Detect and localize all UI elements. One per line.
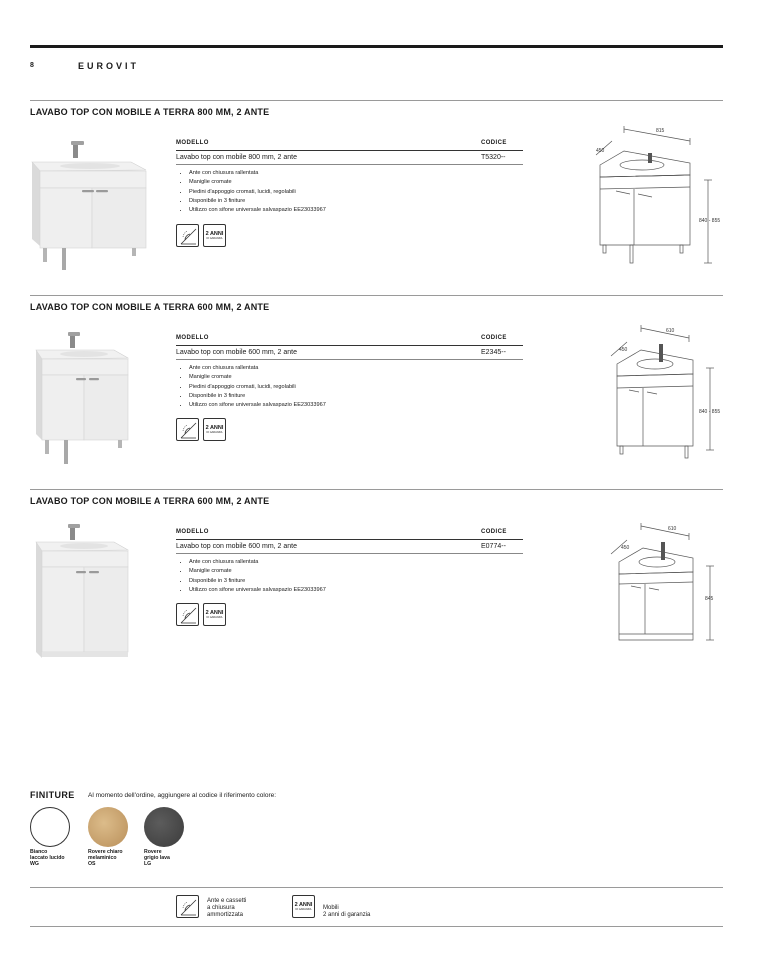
section-title: LAVABO TOP CON MOBILE A TERRA 600 MM, 2 ANTE [30, 496, 270, 506]
section-divider [30, 489, 723, 490]
legend-soft-close-text: Ante e cassetti a chiusura ammortizzata [207, 898, 247, 918]
soft-close-icon [176, 224, 199, 247]
dim-height: 840 - 855 [699, 218, 721, 224]
feature-icons [176, 418, 226, 441]
legend-divider [30, 887, 723, 888]
section-title: LAVABO TOP CON MOBILE A TERRA 800 MM, 2 ANTE [30, 107, 270, 117]
section-divider [30, 100, 723, 101]
spec-table [176, 335, 523, 410]
dim-depth: 450 [621, 545, 630, 551]
technical-drawing [590, 125, 730, 270]
swatch-light-oak[interactable] [88, 807, 128, 847]
dim-width: 610 [666, 328, 675, 334]
column-code-header: CODICE [481, 140, 507, 146]
dim-height: 840 - 855 [699, 409, 721, 415]
swatch-label: Rovere grigio lava LG [144, 849, 170, 868]
product-photo [32, 330, 132, 466]
technical-drawing [605, 320, 730, 460]
feature-item: • Utilizzo con sifone universale salvaspazio EE23033967 [189, 586, 523, 595]
dim-width: 815 [656, 128, 665, 134]
top-rule [30, 45, 723, 48]
finishes-title: FINITURE [30, 790, 75, 800]
soft-close-icon [176, 603, 199, 626]
section-divider [30, 295, 723, 296]
feature-item: • Maniglie cromate [189, 178, 523, 187]
warranty-badge-icon: 2 ANNI DI GARANZIA [203, 418, 226, 441]
model-code: E2345-- [481, 349, 506, 356]
dim-depth: 450 [596, 148, 605, 154]
brand-name: EUROVIT [78, 61, 140, 71]
model-code: T5320-- [481, 154, 506, 161]
feature-item: • Maniglie cromate [189, 373, 523, 382]
swatch-label: Bianco laccato lucido WG [30, 849, 65, 868]
warranty-badge-icon: 2 ANNI DI GARANZIA [292, 895, 315, 918]
product-photo [28, 138, 148, 270]
soft-close-icon [176, 418, 199, 441]
feature-icons [176, 224, 226, 247]
column-model-header: MODELLO [176, 140, 209, 146]
legend-divider-bottom [30, 926, 723, 927]
model-name: Lavabo top con mobile 800 mm, 2 ante [176, 154, 298, 161]
column-model-header: MODELLO [176, 529, 209, 535]
warranty-badge-icon: 2 ANNI DI GARANZIA [203, 603, 226, 626]
swatch-lava-grey-oak[interactable] [144, 807, 184, 847]
spec-table [176, 140, 523, 215]
feature-item: • Ante con chiusura rallentata [189, 364, 523, 373]
column-code-header: CODICE [481, 335, 507, 341]
feature-list [176, 364, 523, 410]
feature-item: • Ante con chiusura rallentata [189, 558, 523, 567]
finishes-subtitle: Al momento dell'ordine, aggiungere al codice il riferimento colore: [88, 792, 277, 799]
swatch-label: Rovere chiaro melaminico OS [88, 849, 123, 868]
column-model-header: MODELLO [176, 335, 209, 341]
dim-width: 610 [668, 526, 677, 532]
feature-item: • Utilizzo con sifone universale salvaspazio EE23033967 [189, 401, 523, 410]
swatch-white-gloss[interactable] [30, 807, 70, 847]
model-code: E0774-- [481, 543, 506, 550]
product-photo [32, 522, 132, 662]
feature-item: • Disponibile in 3 finiture [189, 197, 523, 206]
feature-list [176, 558, 523, 595]
section-title: LAVABO TOP CON MOBILE A TERRA 600 MM, 2 ANTE [30, 302, 270, 312]
column-code-header: CODICE [481, 529, 507, 535]
legend-warranty-text: Mobili 2 anni di garanzia [323, 905, 371, 918]
warranty-badge-icon: 2 ANNI DI GARANZIA [203, 224, 226, 247]
feature-item: • Disponibile in 3 finiture [189, 392, 523, 401]
feature-item: • Piedini d'appoggio cromati, lucidi, regolabili [189, 188, 523, 197]
feature-item: • Disponibile in 3 finiture [189, 577, 523, 586]
model-name: Lavabo top con mobile 600 mm, 2 ante [176, 543, 298, 550]
spec-table [176, 529, 523, 595]
technical-drawing [605, 518, 730, 648]
feature-item: • Utilizzo con sifone universale salvaspazio EE23033967 [189, 206, 523, 215]
feature-item: • Maniglie cromate [189, 567, 523, 576]
dim-height: 845 [705, 596, 714, 602]
soft-close-icon [176, 895, 199, 918]
model-name: Lavabo top con mobile 600 mm, 2 ante [176, 349, 298, 356]
feature-item: • Piedini d'appoggio cromati, lucidi, regolabili [189, 383, 523, 392]
dim-depth: 450 [619, 347, 628, 353]
feature-icons [176, 603, 226, 626]
page-number: 8 [30, 62, 34, 69]
feature-list [176, 169, 523, 215]
feature-item: • Ante con chiusura rallentata [189, 169, 523, 178]
